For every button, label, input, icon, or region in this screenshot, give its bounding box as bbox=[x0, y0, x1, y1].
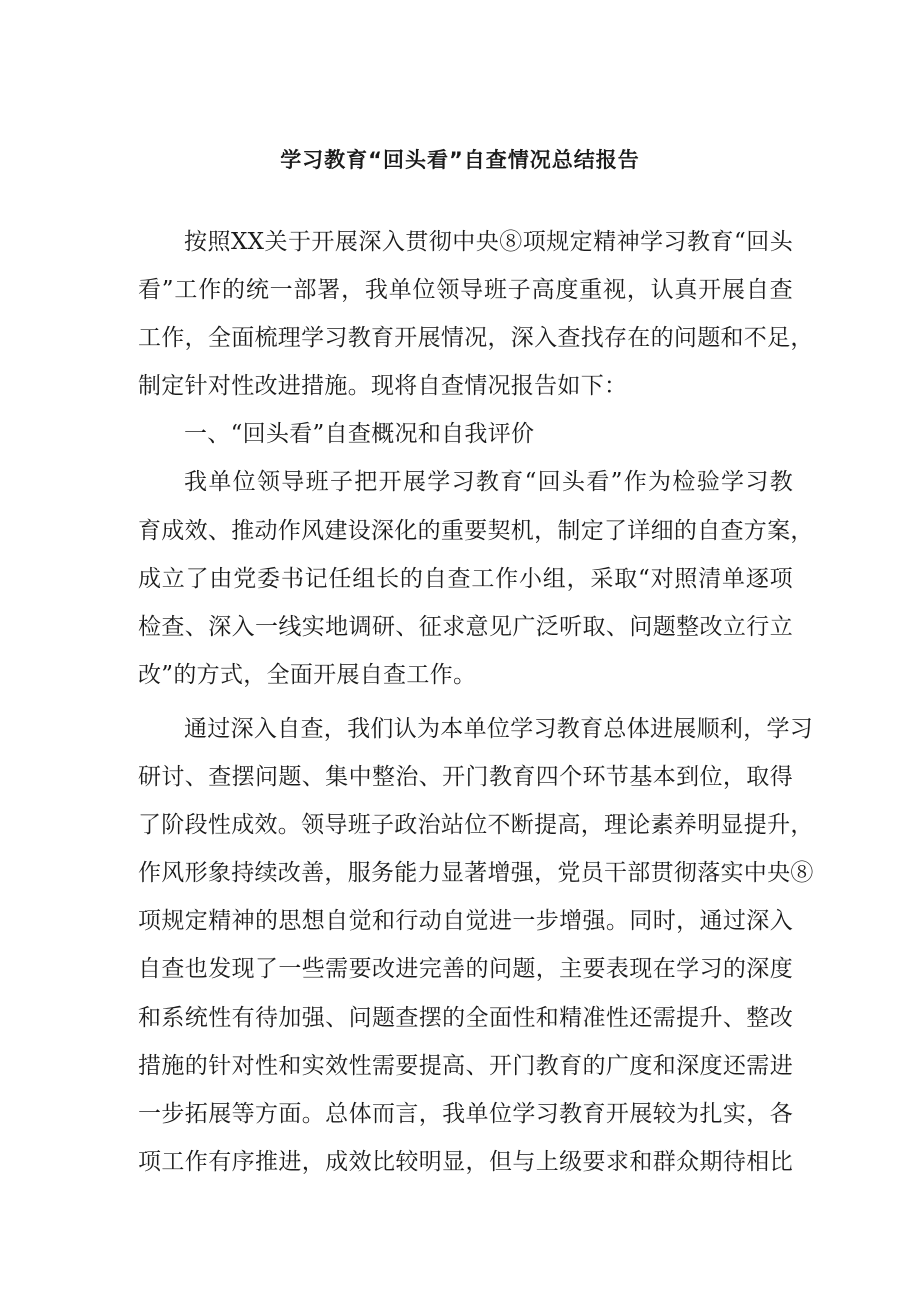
paragraph-line: 自查也发现了一些需要改进完善的问题，主要表现在学习的深度 bbox=[138, 956, 793, 983]
paragraph-line: 研讨、查摆问题、集中整治、开门教育四个环节基本到位，取得 bbox=[138, 764, 793, 791]
paragraph-line: 一步拓展等方面。总体而言，我单位学习教育开展较为扎实，各 bbox=[138, 1100, 793, 1127]
paragraph-line: 通过深入自查，我们认为本单位学习教育总体进展顺利，学习 bbox=[184, 715, 814, 742]
paragraph-line: 看”工作的统一部署，我单位领导班子高度重视，认真开展自查 bbox=[138, 277, 793, 304]
paragraph-line: 了阶段性成效。领导班子政治站位不断提高，理论素养明显提升， bbox=[138, 812, 814, 839]
page-title: 学习教育“回头看”自查情况总结报告 bbox=[280, 148, 640, 172]
paragraph-line: 作风形象持续改善，服务能力显著增强，党员干部贯彻落实中央⑧ bbox=[138, 860, 814, 887]
paragraph-line: 项规定精神的思想自觉和行动自觉进一步增强。同时，通过深入 bbox=[138, 908, 793, 935]
section-heading: 一、“回头看”自查概况和自我评价 bbox=[184, 421, 535, 448]
paragraph-line: 我单位领导班子把开展学习教育“回头看”作为检验学习教 bbox=[184, 469, 793, 496]
paragraph-line: 和系统性有待加强、问题查摆的全面性和精准性还需提升、整改 bbox=[138, 1004, 793, 1031]
paragraph-line: 工作，全面梳理学习教育开展情况，深入查找存在的问题和不足， bbox=[138, 325, 814, 352]
paragraph-line: 制定针对性改进措施。现将自查情况报告如下： bbox=[138, 373, 628, 400]
paragraph-line: 检查、深入一线实地调研、征求意见广泛听取、问题整改立行立 bbox=[138, 613, 793, 640]
paragraph-line: 成立了由党委书记任组长的自查工作小组，采取“对照清单逐项 bbox=[138, 565, 793, 592]
document-body bbox=[138, 218, 814, 1186]
paragraph-line: 育成效、推动作风建设深化的重要契机，制定了详细的自查方案， bbox=[138, 517, 814, 544]
paragraph-line: 改”的方式，全面开展自查工作。 bbox=[138, 661, 477, 688]
paragraph-line: 按照XX关于开展深入贯彻中央⑧项规定精神学习教育“回头 bbox=[184, 229, 793, 255]
paragraph-line: 措施的针对性和实效性需要提高、开门教育的广度和深度还需进 bbox=[138, 1052, 793, 1079]
paragraph-line: 项工作有序推进，成效比较明显，但与上级要求和群众期待相比 bbox=[138, 1148, 793, 1175]
